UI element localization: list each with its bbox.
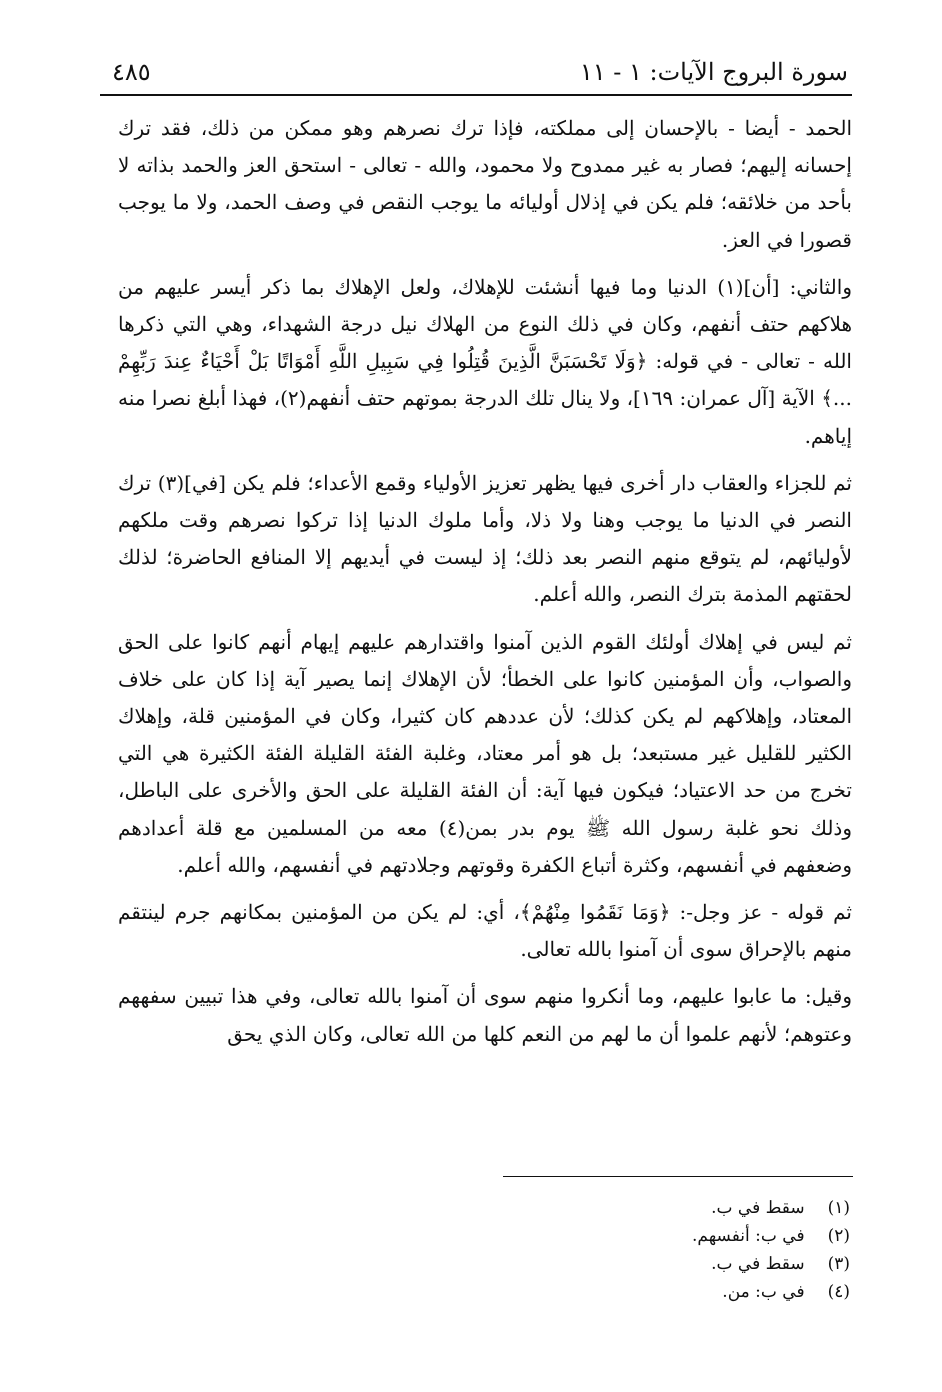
paragraph-2: والثاني: [أن](١) الدنيا وما فيها أنشئت للإهلاك، ولعل الإهلاك بما ذكر أيسر عليهم من هلاكهم حتف أنفهم، وكان في ذلك النوع من الهلاك نيل درجة الشهداء، وهي التي ذكرها الله - تعالى - في قوله: ﴿وَلَا تَحْسَبَنَّ الَّذِينَ قُتِلُوا فِي سَبِيلِ اللَّهِ أَمْوَاتًا بَلْ أَحْيَاءٌ عِندَ رَبِّهِمْ ...﴾ الآية [آل عمران: ١٦٩]، ولا ينال تلك الدرجة بموتهم حتف أنفهم(٢)، فهذا أبلغ نصرا منه إياهم. <box>118 274 852 448</box>
footnotes <box>500 1194 850 1306</box>
footnote-number: (١) <box>827 1198 850 1218</box>
footnote-number: (٤) <box>827 1282 850 1302</box>
footnote-text: سقط في ب. <box>711 1254 805 1274</box>
paragraph-4: ثم ليس في إهلاك أولئك القوم الذين آمنوا واقتدارهم عليهم إيهام أنهم كانوا على الحق والصواب، وأن المؤمنين كانوا على الخطأ؛ لأن الإهلاك إنما يصير آية إذا كان على خلاف المعتاد، وإهلاكهم لم يكن كذلك؛ لأن عددهم كان كثيرا، وكان في المؤمنين قلة، وإهلاك الكثير للقليل غير مستبعد؛ بل هو أمر معتاد، وغلبة الفئة القليلة الفئة الكثيرة هي التي تخرج من حد الاعتياد؛ فيكون فيها آية: أن الفئة القليلة على الحق والأخرى على الباطل، وذلك نحو غلبة رسول الله ﷺ يوم بدر بمن(٤) معه من المسلمين مع قلة أعدادهم وضعفهم في أنفسهم، وكثرة أتباع الكفرة وقوتهم وجلادتهم في أنفسهم، والله أعلم. <box>118 629 852 877</box>
main-text <box>118 110 852 1063</box>
header-divider <box>100 94 852 96</box>
footnote-text: سقط في ب. <box>711 1198 805 1218</box>
surah-title: سورة البروج الآيات: ١ - ١١ <box>579 58 848 86</box>
paragraph-1: الحمد - أيضا - بالإحسان إلى مملكته، فإذا ترك نصرهم وهو ممكن من ذلك، فقد ترك إحسانه إليهم؛ فصار به غير ممدوح ولا محمود، والله - تعالى - استحق العز والحمد بذاته لا بأحد من خلائقه؛ فلم يكن في إذلال أوليائه ما يوجب النقص في وصف الحمد، ولا ما يوجب قصورا في العز. <box>118 116 852 252</box>
paragraph-3: ثم للجزاء والعقاب دار أخرى فيها يظهر تعزيز الأولياء وقمع الأعداء؛ فلم يكن [في](٣) ترك النصر في الدنيا ما يوجب وهنا ولا ذلا، وأما ملوك الدنيا إذا تركوا نصرهم وقت ملكهم لأوليائهم، لم يتوقع منهم النصر بعد ذلك؛ إذ ليست في أيديهم إلا المنافع الحاضرة؛ لذلك لحقتهم المذمة بترك النصر، والله أعلم. <box>118 470 852 607</box>
footnote-number: (٣) <box>827 1254 850 1274</box>
footnote-divider <box>503 1176 853 1177</box>
paragraph-6: وقيل: ما عابوا عليهم، وما أنكروا منهم سوى أن آمنوا بالله تعالى، وفي هذا تبيين سفههم وعتوهم؛ لأنهم علموا أن ما لهم من النعم كلها من الله تعالى، وكان الذي يحق <box>118 984 852 1046</box>
footnote-text: في ب: من. <box>722 1282 805 1302</box>
footnote-2 <box>500 1222 850 1250</box>
footnote-1 <box>500 1194 850 1222</box>
footnote-number: (٢) <box>827 1226 850 1246</box>
paragraph-5: ثم قوله - عز وجل-: ﴿وَمَا نَقَمُوا مِنْهُمْ﴾، أي: لم يكن من المؤمنين بمكانهم جرم لينتقم منهم بالإحراق سوى أن آمنوا بالله تعالى. <box>118 900 852 962</box>
page-number: ٤٨٥ <box>112 58 151 86</box>
footnote-text: في ب: أنفسهم. <box>691 1226 805 1246</box>
running-header <box>112 54 848 94</box>
footnote-4 <box>500 1278 850 1306</box>
footnote-3 <box>500 1250 850 1278</box>
